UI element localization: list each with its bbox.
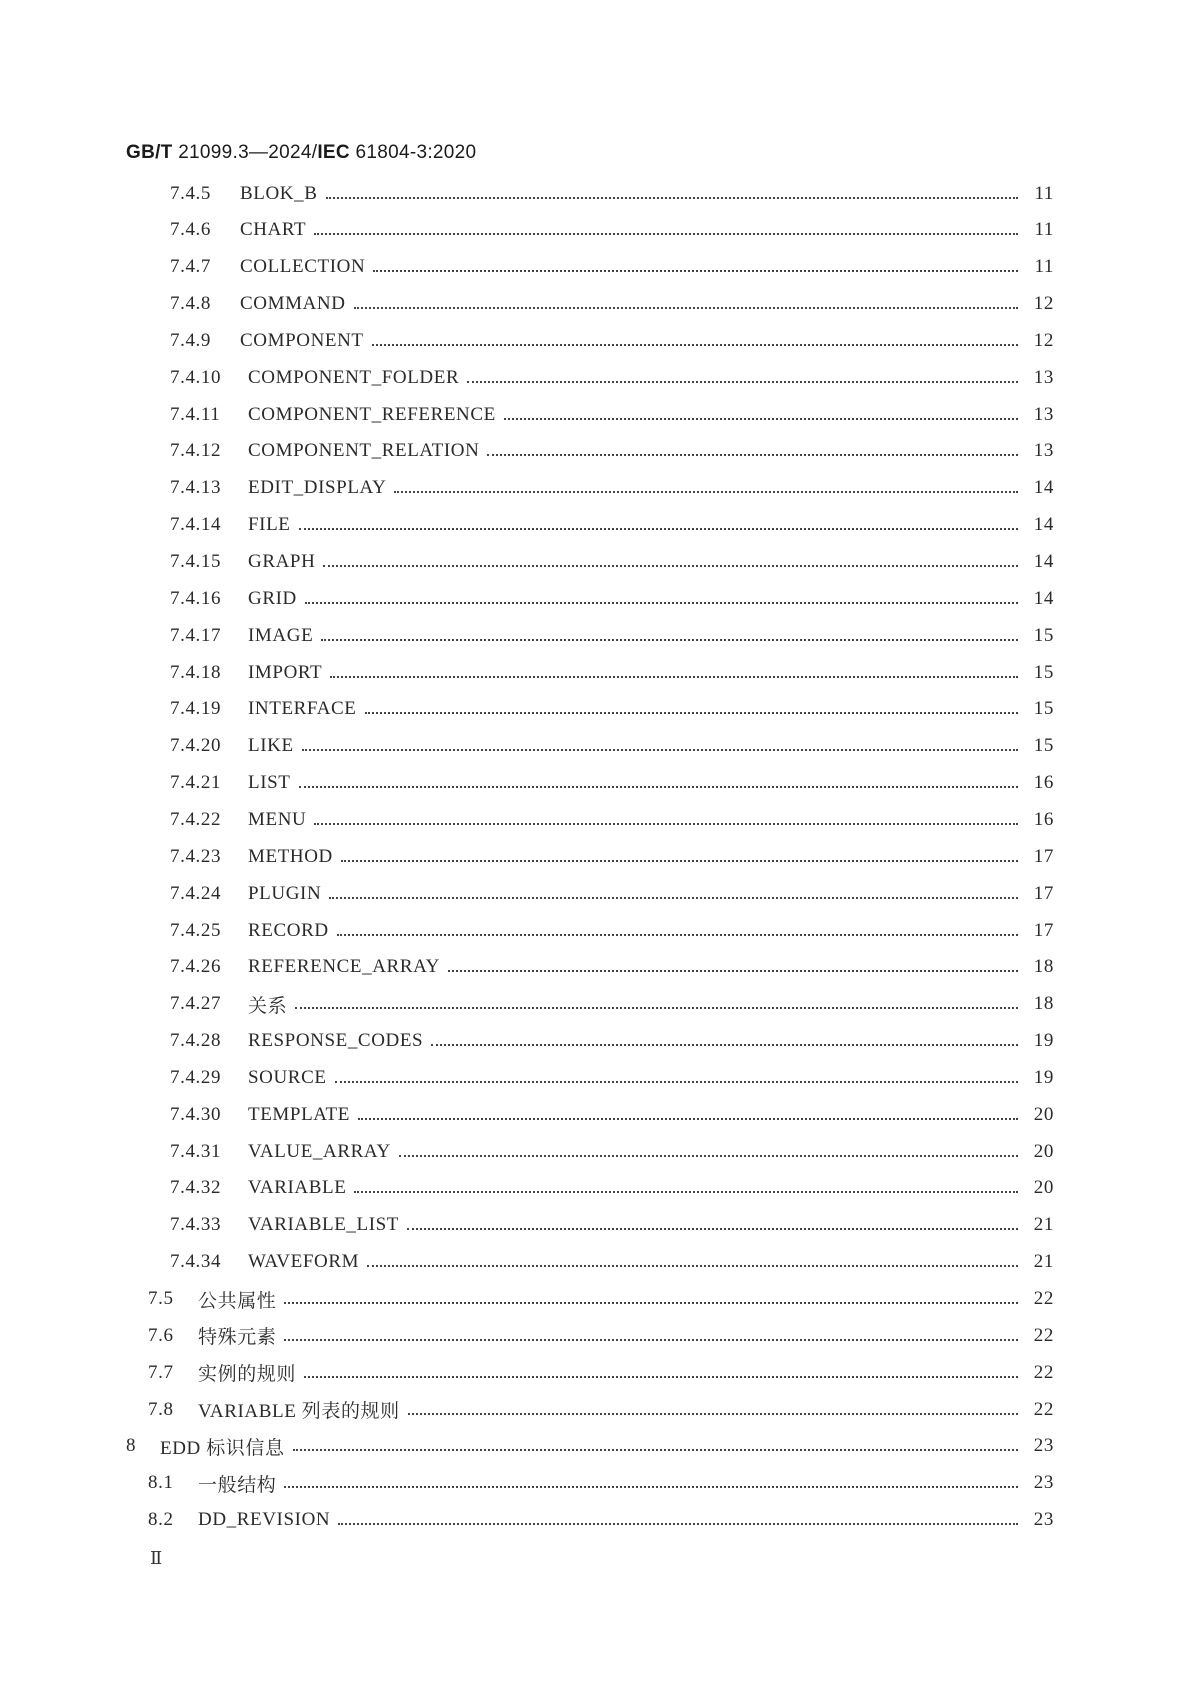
- iec-code: IEC: [317, 142, 350, 163]
- toc-entry-title: DD_REVISION: [198, 1509, 331, 1531]
- iec-number: 61804-3:2020: [355, 142, 477, 163]
- dot-leader: [394, 491, 1018, 493]
- toc-entry-page: 13: [1033, 366, 1054, 388]
- toc-entry[interactable]: [170, 175, 1054, 212]
- toc-entry-number: 7.4.26: [170, 956, 222, 978]
- dot-leader: [338, 1523, 1018, 1525]
- toc-entry-number: 7.4.31: [170, 1140, 222, 1162]
- dot-leader: [314, 233, 1018, 235]
- toc-entry-page: 20: [1033, 1177, 1054, 1199]
- dot-leader: [326, 197, 1019, 199]
- dot-leader: [293, 1449, 1018, 1451]
- toc-entry-number: 7.4.8: [170, 293, 211, 315]
- toc-entry-title: 实例的规则: [198, 1364, 297, 1386]
- toc-entry-title: BLOK_B: [240, 182, 318, 204]
- toc-entry-page: 15: [1033, 661, 1054, 683]
- toc-entry[interactable]: [170, 691, 1054, 728]
- toc-entry[interactable]: [170, 359, 1054, 396]
- toc-entry-title: 关系: [248, 995, 288, 1017]
- dot-leader: [487, 454, 1018, 456]
- dot-leader: [408, 1413, 1018, 1415]
- toc-entry-page: 23: [1033, 1472, 1054, 1494]
- toc-entry-page: 22: [1033, 1288, 1054, 1309]
- toc-entry-title: PLUGIN: [248, 882, 322, 904]
- toc-entry-page: 11: [1034, 182, 1054, 204]
- toc-entry[interactable]: [170, 544, 1054, 581]
- dot-leader: [448, 970, 1018, 972]
- toc-entry-number: 7.4.28: [170, 1030, 222, 1052]
- toc-entry-title: WAVEFORM: [248, 1251, 360, 1273]
- toc-entry-number: 7.4.24: [170, 882, 222, 904]
- dot-leader: [337, 934, 1018, 936]
- toc-entry-title: GRID: [248, 587, 297, 609]
- toc-entry-page: 22: [1033, 1398, 1054, 1420]
- toc-entry-number: 7.4.12: [170, 440, 222, 462]
- toc-entry-title: VARIABLE 列表的规则: [198, 1401, 400, 1423]
- toc-entry-page: 18: [1033, 956, 1054, 978]
- dot-leader: [504, 418, 1018, 420]
- toc-entry-number: 7.8: [148, 1398, 174, 1420]
- toc-entry-number: 7.4.7: [170, 256, 211, 278]
- dot-leader: [314, 823, 1018, 825]
- toc-entry-title: SOURCE: [248, 1066, 327, 1088]
- toc-entry-number: 7.4.22: [170, 808, 222, 830]
- toc-entry-page: 21: [1033, 1251, 1054, 1273]
- toc-entry-number: 7.4.18: [170, 661, 222, 683]
- dot-leader: [431, 1044, 1018, 1046]
- dot-leader: [299, 786, 1018, 788]
- toc-entry-title: INTERFACE: [248, 698, 357, 720]
- toc-entry[interactable]: [148, 1354, 1054, 1391]
- toc-entry-number: 7.4.32: [170, 1177, 222, 1199]
- dot-leader: [295, 1007, 1018, 1009]
- toc-entry[interactable]: [170, 949, 1054, 986]
- toc-entry-title: GRAPH: [248, 551, 316, 572]
- toc-entry-title: RESPONSE_CODES: [248, 1030, 424, 1052]
- toc-entry-title: VARIABLE_LIST: [248, 1214, 400, 1236]
- toc-entry[interactable]: [148, 1502, 1054, 1539]
- dot-leader: [373, 270, 1018, 272]
- toc-entry-page: 15: [1033, 624, 1054, 646]
- dot-leader: [354, 307, 1018, 309]
- toc-entry-page: 19: [1033, 1066, 1054, 1088]
- toc-entry-title: LIST: [248, 772, 291, 794]
- toc-entry[interactable]: [170, 801, 1054, 838]
- dot-leader: [330, 676, 1018, 678]
- toc-entry-title: COMPONENT_FOLDER: [248, 366, 460, 388]
- toc-entry-page: 14: [1033, 587, 1054, 609]
- toc-entry-title: IMAGE: [248, 624, 314, 646]
- toc-entry-title: LIKE: [248, 735, 294, 757]
- toc-entry-number: 7.6: [148, 1324, 174, 1346]
- dot-leader: [341, 860, 1018, 862]
- toc-entry[interactable]: [170, 433, 1054, 470]
- toc-entry-title: IMPORT: [248, 661, 323, 683]
- toc-entry[interactable]: [170, 912, 1054, 949]
- toc-entry-number: 7.4.9: [170, 329, 211, 351]
- dot-leader: [358, 1118, 1018, 1120]
- toc-entry[interactable]: [170, 1133, 1054, 1170]
- toc-entry-number: 7.4.17: [170, 624, 222, 646]
- toc-entry-number: 7.4.5: [170, 182, 211, 204]
- toc-entry-page: 22: [1033, 1361, 1054, 1383]
- dot-leader: [399, 1155, 1018, 1157]
- toc-entry[interactable]: [170, 249, 1054, 286]
- page-number: Ⅱ: [150, 1548, 163, 1568]
- toc-entry-page: 13: [1033, 403, 1054, 425]
- toc-entry-page: 20: [1033, 1140, 1054, 1162]
- toc-entry-title: RECORD: [248, 919, 329, 941]
- toc-entry-page: 15: [1033, 735, 1054, 757]
- toc-entry-number: 7.4.15: [170, 551, 222, 572]
- toc-entry[interactable]: [170, 470, 1054, 507]
- toc-entry-number: 8: [126, 1435, 137, 1457]
- toc-entry[interactable]: [170, 212, 1054, 249]
- toc-entry-title: CHART: [240, 219, 307, 241]
- dot-leader: [372, 344, 1018, 346]
- dot-leader: [284, 1486, 1018, 1488]
- toc-entry-title: FILE: [248, 514, 291, 536]
- toc-entry-title: COMPONENT: [240, 329, 364, 351]
- toc-entry-title: COMMAND: [240, 293, 346, 315]
- toc-entry-page: 14: [1033, 514, 1054, 536]
- toc-entry-number: 7.4.33: [170, 1214, 222, 1236]
- toc-entry[interactable]: [170, 507, 1054, 544]
- toc-entry-title: 一般结构: [198, 1474, 277, 1496]
- dot-leader: [284, 1302, 1018, 1304]
- toc-entry-number: 7.4.20: [170, 735, 222, 757]
- toc-entry[interactable]: [170, 580, 1054, 617]
- dot-leader: [335, 1081, 1018, 1083]
- toc-entry-number: 8.2: [148, 1509, 174, 1531]
- toc-entry-number: 7.4.10: [170, 366, 222, 388]
- toc-entry-title: MENU: [248, 808, 307, 830]
- toc-entry-title: COLLECTION: [240, 256, 366, 278]
- toc-entry[interactable]: [170, 765, 1054, 802]
- toc-entry-number: 7.4.19: [170, 698, 222, 720]
- toc-entry[interactable]: [170, 1244, 1054, 1281]
- toc-entry-page: 23: [1033, 1435, 1054, 1457]
- toc-entry[interactable]: [170, 1170, 1054, 1207]
- toc-entry-number: 7.4.11: [170, 403, 221, 425]
- toc-entry-number: 7.4.27: [170, 993, 222, 1015]
- toc-entry[interactable]: [170, 838, 1054, 875]
- toc-entry-title: 公共属性: [198, 1290, 277, 1312]
- toc-entry-title: METHOD: [248, 845, 333, 867]
- toc-entry-page: 11: [1034, 256, 1054, 278]
- toc-entry-title: COMPONENT_REFERENCE: [248, 403, 496, 425]
- toc-entry-page: 18: [1033, 993, 1054, 1015]
- toc-entry-number: 7.4.23: [170, 845, 222, 867]
- standard-number: 21099.3—2024/: [178, 142, 318, 163]
- toc-entry[interactable]: [148, 1465, 1054, 1502]
- toc-entry-page: 15: [1033, 698, 1054, 720]
- toc-entry[interactable]: [170, 1023, 1054, 1060]
- dot-leader: [305, 602, 1018, 604]
- toc-entry-page: 22: [1033, 1324, 1054, 1346]
- toc-entry-title: VALUE_ARRAY: [248, 1140, 391, 1162]
- dot-leader: [284, 1339, 1018, 1341]
- toc-entry-title: VARIABLE: [248, 1177, 347, 1199]
- toc-entry-number: 7.4.16: [170, 587, 222, 609]
- toc-entry[interactable]: [170, 322, 1054, 359]
- toc-entry-page: 13: [1033, 440, 1054, 462]
- dot-leader: [354, 1191, 1018, 1193]
- toc-entry-number: 7.4.34: [170, 1251, 222, 1273]
- dot-leader: [321, 639, 1018, 641]
- toc-entry-number: 7.7: [148, 1361, 174, 1383]
- toc-entry[interactable]: [170, 396, 1054, 433]
- toc-entry-page: 19: [1033, 1030, 1054, 1052]
- toc-entry-page: 12: [1033, 293, 1054, 315]
- toc-entry-title: COMPONENT_RELATION: [248, 440, 480, 462]
- toc-entry-page: 17: [1033, 882, 1054, 904]
- toc-entry-page: 16: [1033, 772, 1054, 794]
- standard-code: GB/T: [126, 142, 173, 163]
- toc-entry-title: TEMPLATE: [248, 1103, 350, 1125]
- toc-entry[interactable]: [170, 1096, 1054, 1133]
- toc-entry-title: EDD 标识信息: [160, 1437, 285, 1459]
- dot-leader: [299, 528, 1018, 530]
- dot-leader: [329, 897, 1018, 899]
- dot-leader: [304, 1376, 1018, 1378]
- toc-entry-title: REFERENCE_ARRAY: [248, 956, 440, 978]
- toc-entry-page: 14: [1033, 551, 1054, 572]
- page-header: [126, 142, 476, 164]
- toc-entry[interactable]: [170, 728, 1054, 765]
- toc-entry[interactable]: [170, 286, 1054, 323]
- toc-entry[interactable]: [170, 1207, 1054, 1244]
- toc-entry-number: 7.4.14: [170, 514, 222, 536]
- toc-entry[interactable]: [126, 1428, 1054, 1465]
- toc-entry-page: 14: [1033, 477, 1054, 499]
- toc-entry-number: 7.4.21: [170, 772, 222, 794]
- toc-entry-number: 7.5: [148, 1288, 174, 1309]
- toc-entry[interactable]: [170, 875, 1054, 912]
- toc-entry[interactable]: [170, 1059, 1054, 1096]
- toc-entry[interactable]: [170, 617, 1054, 654]
- toc-entry-page: 16: [1033, 808, 1054, 830]
- dot-leader: [467, 381, 1018, 383]
- toc-entry-title: 特殊元素: [198, 1327, 277, 1349]
- toc-entry-page: 12: [1033, 329, 1054, 351]
- toc-entry-number: 8.1: [148, 1472, 174, 1494]
- toc-entry-number: 7.4.30: [170, 1103, 222, 1125]
- toc-entry-number: 7.4.13: [170, 477, 222, 499]
- toc-entry[interactable]: [170, 986, 1054, 1023]
- toc-entry[interactable]: [148, 1281, 1054, 1318]
- toc-entry-page: 17: [1033, 845, 1054, 867]
- dot-leader: [367, 1265, 1018, 1267]
- toc-entry-page: 21: [1033, 1214, 1054, 1236]
- toc-entry-number: 7.4.25: [170, 919, 222, 941]
- toc-entry[interactable]: [148, 1391, 1054, 1428]
- toc-entry[interactable]: [148, 1317, 1054, 1354]
- toc-entry-page: 11: [1034, 219, 1054, 241]
- toc-entry-number: 7.4.29: [170, 1066, 222, 1088]
- dot-leader: [365, 712, 1019, 714]
- toc-entry-number: 7.4.6: [170, 219, 211, 241]
- toc-entry-page: 23: [1033, 1509, 1054, 1531]
- toc-entry-page: 20: [1033, 1103, 1054, 1125]
- dot-leader: [302, 749, 1018, 751]
- toc-entry-page: 17: [1033, 919, 1054, 941]
- toc-entry-title: EDIT_DISPLAY: [248, 477, 387, 499]
- dot-leader: [407, 1228, 1018, 1230]
- dot-leader: [323, 565, 1018, 567]
- toc-entry[interactable]: [170, 654, 1054, 691]
